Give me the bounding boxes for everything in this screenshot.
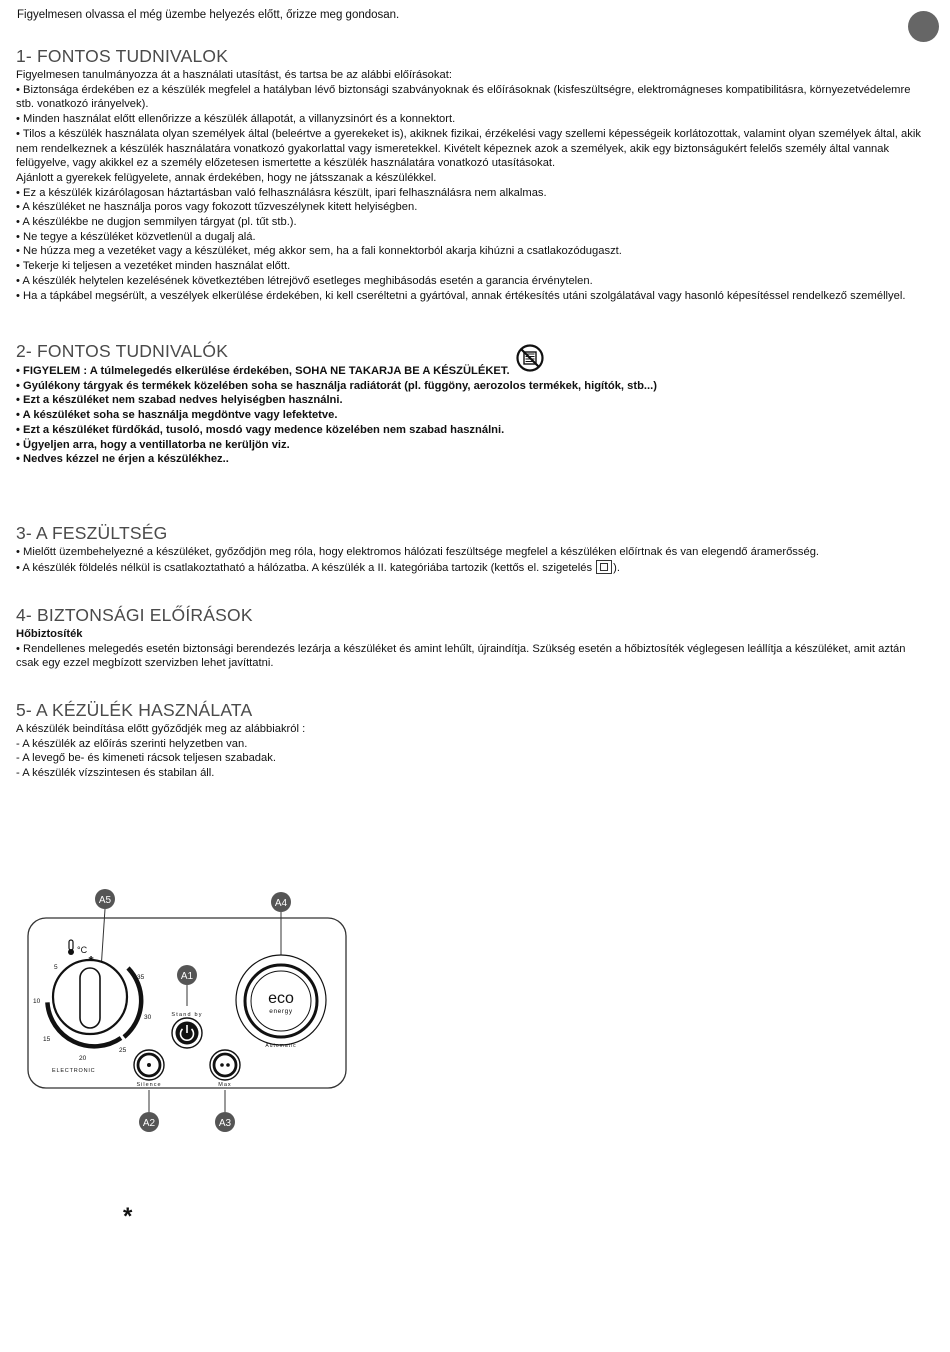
s5-line: - A készülék az előírás szerinti helyzetben van.	[16, 737, 248, 750]
section-5-body	[16, 722, 931, 781]
dial-number-35: 35	[137, 974, 145, 981]
s2-line: • FIGYELEM : A túlmelegedés elkerülése érdekében, SOHA NE TAKARJA BE A KÉSZÜLÉKET.	[16, 365, 510, 377]
s1-line: • Biztonsága érdekében ez a készülék megfelel a hatályban lévő biztonsági szabványoknak és előírásoknak (kisfeszültségre, elektromágneses kompatibilitásra, környezetvédelemre stb. vonatkozó irányelvek).	[16, 83, 911, 111]
energy-label: energy	[269, 1008, 293, 1015]
footnote-star: *	[123, 1203, 133, 1230]
double-insulation-icon	[596, 560, 612, 574]
s1-line: • A készüléket ne használja poros vagy fokozott tűzveszélynek kitett helyiségben.	[16, 201, 418, 214]
s3-line-1: • Mielőtt üzembehelyezné a készüléket, győződjön meg róla, hogy elektromos hálózati feszültsége megfelel a készüléken előírtnak és van elegendő áramerősség.	[16, 546, 820, 558]
intro-text: Figyelmesen olvassa el még üzembe helyezés előtt, őrizze meg gondosan.	[17, 9, 400, 21]
s1-line: • Tekerje ki teljesen a vezetéket minden használat előtt.	[16, 260, 291, 273]
dial-number-25: 25	[119, 1047, 127, 1054]
control-panel-diagram	[0, 880, 380, 1140]
s3-line-2-text: • A készülék földelés nélkül is csatlakoztatható a hálózatba. A készülék a II. kategóriába tartozik (kettős el. szigetelés	[16, 561, 593, 574]
electronic-label: ELECTRONIC	[52, 1068, 96, 1074]
s1-line: • Ne tegye a készüléket közvetlenül a dugalj alá.	[16, 230, 256, 243]
dial-grip[interactable]	[80, 968, 100, 1028]
silence-button[interactable]	[134, 1050, 164, 1080]
s4-line: • Rendellenes melegedés esetén biztonsági berendezés lezárja a készüléket és amint lehűlt, újraindítja. Szükség esetén a hőbiztosíték véglegesen leállítja a készüléket, amit aztán csak egy ezzel megbízott szervizben lehet javíttatni.	[16, 642, 906, 670]
section-2-title: 2- FONTOS TUDNIVALÓK	[16, 341, 229, 361]
s1-line: • A készülék helytelen kezelésének következtében létrejövő esetleges meghibásodás esetén a garancia érvénytelen.	[16, 274, 593, 287]
callout-a3-label: A3	[218, 1118, 232, 1129]
s2-line: • Nedves kézzel ne érjen a készülékhez..	[16, 453, 229, 466]
automatic-label: Automatic	[265, 1043, 297, 1049]
eco-label: eco	[268, 990, 294, 1007]
s2-line: • Gyúlékony tárgyak és termékek közelében soha se használja radiátorát (pl. függöny, aerozolos termékek, higítók, stb...)	[16, 379, 657, 392]
s1-line: • Minden használat előtt ellenőrizze a készülék állapotát, a villanyzsinórt és a konnektort.	[16, 113, 456, 126]
callout-a5-label: A5	[98, 895, 112, 906]
section-3-body	[16, 545, 931, 575]
s4-subtitle: Hőbiztosíték	[16, 628, 83, 640]
s3-line-2	[16, 560, 931, 576]
dial-star-mark: *	[88, 953, 94, 968]
section-1-title: 1- FONTOS TUDNIVALOK	[16, 46, 229, 66]
dial-number-30: 30	[144, 1014, 152, 1021]
s1-line: Figyelmesen tanulmányozza át a használati utasítást, és tartsa be az alábbi előírásokat:	[16, 69, 452, 81]
s2-line: • Ezt a készüléket nem szabad nedves helyiségben használni.	[16, 394, 343, 407]
section-1-body	[16, 68, 931, 303]
callout-a2-label: A2	[142, 1118, 156, 1129]
silence-label: Silence	[136, 1082, 162, 1088]
max-button[interactable]	[210, 1050, 240, 1080]
s5-line: - A levegő be- és kimeneti rácsok teljesen szabadak.	[16, 752, 276, 765]
callout-a1-label: A1	[180, 971, 194, 982]
s2-line: • Ezt a készüléket fürdőkád, tusoló, mosdó vagy medence közelében nem szabad használni.	[16, 423, 505, 436]
s1-line: • Ne húzza meg a vezetéket vagy a készüléket, még akkor sem, ha a fali konnektorból akarja kihúzni a csatlakozódugaszt.	[16, 245, 622, 258]
s3-line-2-end: ).	[613, 561, 620, 574]
s2-line: • Ügyeljen arra, hogy a ventillatorba ne kerüljön viz.	[16, 438, 290, 451]
page-marker-dot	[908, 11, 939, 42]
section-2-body	[16, 364, 931, 467]
section-4-body	[16, 627, 931, 671]
section-4-title: 4- BIZTONSÁGI ELŐÍRÁSOK	[16, 605, 253, 625]
s2-line: • A készüléket soha se használja megdöntve vagy lefektetve.	[16, 409, 338, 422]
s1-line: Ajánlott a gyerekek felügyelete, annak érdekében, hogy ne játsszanak a készülékkel.	[16, 171, 437, 184]
dial-number-20: 20	[79, 1055, 87, 1062]
standby-label: Stand by	[171, 1012, 203, 1018]
s1-line: • Tilos a készülék használata olyan személyek által (beleértve a gyerekeket is), akiknek fizikai, érzékelési vagy szellemi képességeik korlátozottak, valamint olyan személyek által, akik nem rendelkeznek a készülék használatára vonatkozó gyakorlattal vagy ismeretekkel. Kivételt képeznek azok a személyek, akik egy biztonságukért felelős személy által vannak felügyelve, vagy akikkel ez a személy előzetesen ismertette a készülék használatára vonatkozó utasításokat.	[16, 127, 921, 170]
callout-a4-label: A4	[274, 898, 288, 909]
s1-line: • Ez a készülék kizárólagosan háztartásban való felhasználásra készült, ipari felhasználásra nem alkalmas.	[16, 186, 547, 199]
dial-number-10: 10	[33, 998, 41, 1005]
s5-line: A készülék beindítása előtt győződjék meg az alábbiakról :	[16, 723, 306, 735]
s1-line: • A készülékbe ne dugjon semmilyen tárgyat (pl. tűt stb.).	[16, 216, 297, 229]
section-5-title: 5- A KÉZÜLÉK HASZNÁLATA	[16, 700, 253, 720]
dial-number-5: 5	[54, 964, 58, 971]
s1-line: • Ha a tápkábel megsérült, a veszélyek elkerülése érdekében, ki kell cseréltetni a gyártóval, annak értékesítés utáni szolgálatával vagy hasonló képesítéssel rendelkező személlyel.	[16, 289, 906, 302]
unit-label: °C	[77, 945, 88, 955]
max-label: Max	[218, 1082, 232, 1088]
dial-number-15: 15	[43, 1036, 51, 1043]
s5-line: - A készülék vízszintesen és stabilan áll.	[16, 767, 215, 780]
section-3-title: 3- A FESZÜLTSÉG	[16, 523, 168, 543]
